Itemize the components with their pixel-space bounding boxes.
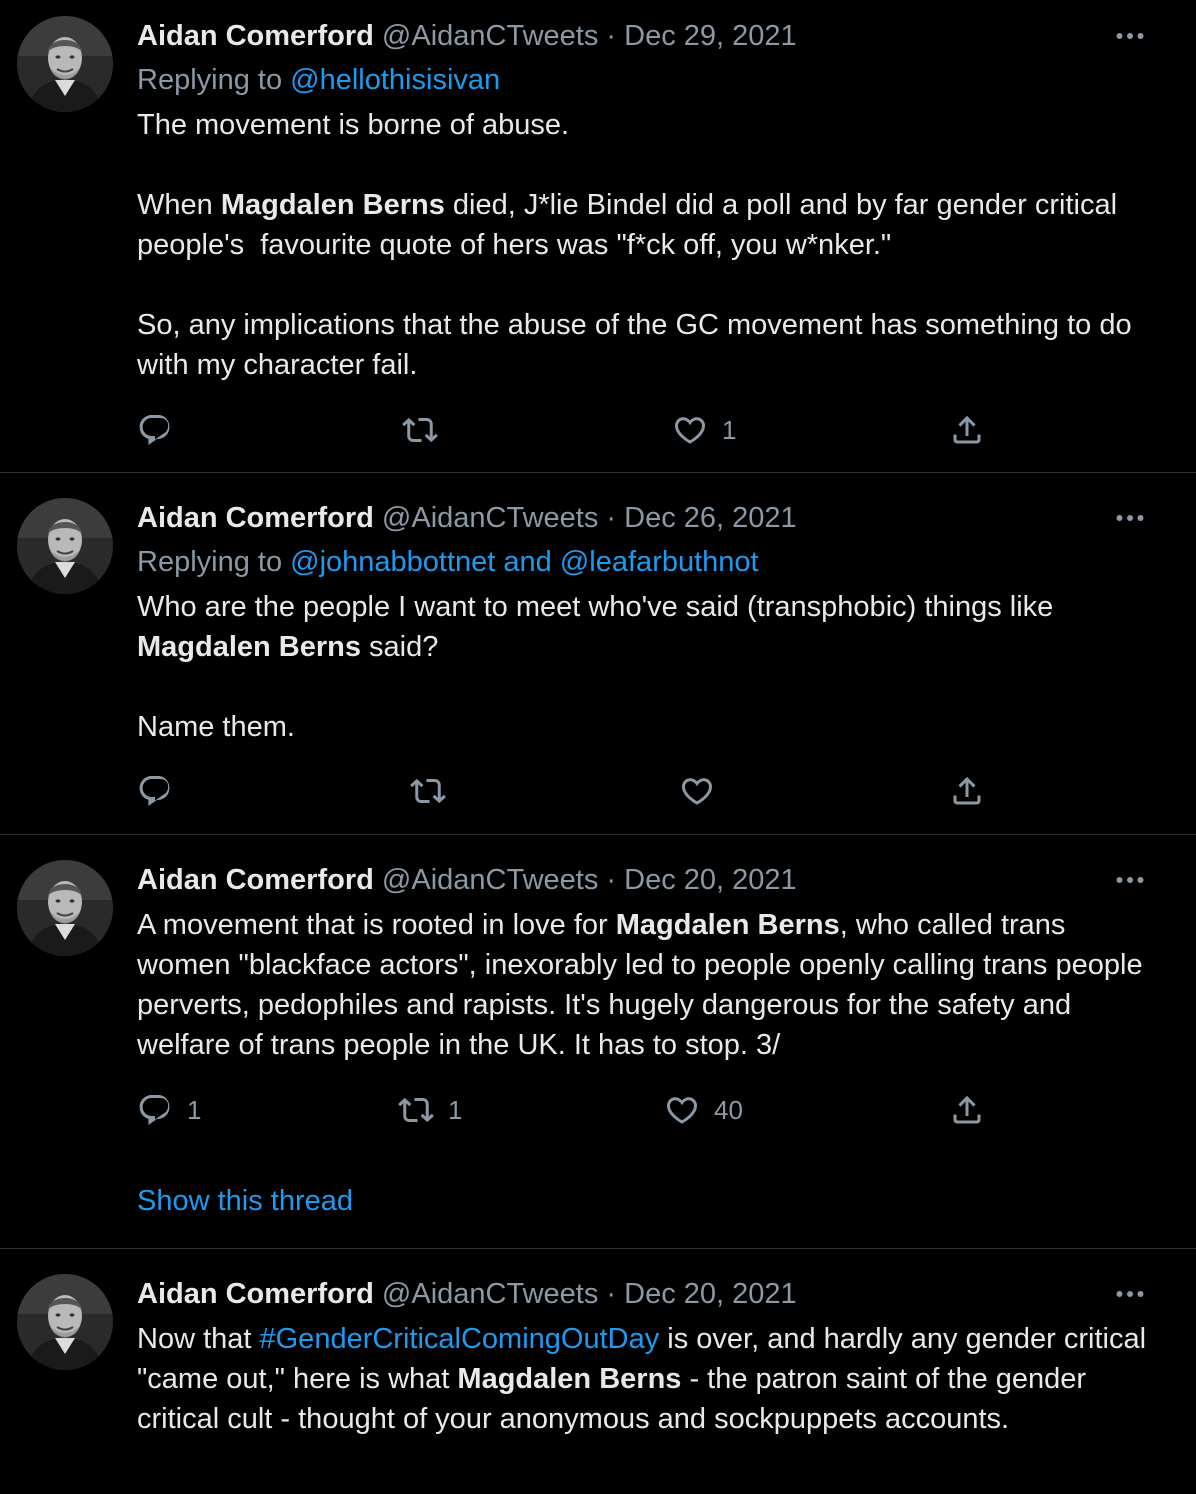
tweet-text — [137, 587, 1157, 667]
replying-to — [137, 542, 759, 582]
avatar[interactable] — [17, 16, 113, 112]
like-button[interactable] — [679, 771, 729, 811]
reply-icon — [137, 1092, 173, 1128]
tweet-text — [137, 707, 1157, 747]
retweet-count: 1 — [448, 1094, 463, 1125]
author-name[interactable]: Aidan Comerford — [137, 502, 374, 534]
author-handle[interactable]: @AidanCTweets — [381, 1278, 599, 1310]
tweet-text-segment: Who are the people I want to meet who've said (transphobic) things like — [137, 591, 1062, 623]
reply-button[interactable] — [137, 1090, 201, 1130]
avatar[interactable] — [17, 1274, 113, 1370]
separator-dot: · — [606, 864, 617, 896]
tweet-text-segment: When — [137, 189, 221, 221]
replying-prefix: Replying to — [137, 546, 291, 578]
more-icon[interactable] — [1112, 862, 1148, 898]
tweet-text-segment: - the patron saint of the gender critical cult - thought of your anonymous and sockpuppets accounts. — [137, 1363, 1095, 1435]
share-icon — [949, 1092, 985, 1128]
separator-dot: · — [606, 20, 617, 52]
author-handle[interactable]: @AidanCTweets — [381, 20, 599, 52]
highlighted-term: Magdalen Berns — [220, 189, 445, 221]
tweet-text-segment: said? — [361, 631, 439, 663]
avatar[interactable] — [17, 860, 113, 956]
highlighted-term: Magdalen Berns — [137, 631, 361, 663]
retweet-button[interactable] — [410, 771, 460, 811]
author-handle[interactable]: @AidanCTweets — [381, 502, 599, 534]
tweet-date[interactable]: Dec 20, 2021 — [624, 1278, 797, 1310]
share-button[interactable] — [949, 410, 985, 450]
tweet-date[interactable]: Dec 20, 2021 — [624, 864, 797, 896]
tweet-header — [137, 1274, 797, 1314]
retweet-icon — [398, 1092, 434, 1128]
tweet-text-segment: died, J*lie Bindel did a poll and by far gender critical people's favourite quote of hers was "f*ck off, you w*nker." — [137, 189, 1126, 261]
tweet-date[interactable]: Dec 26, 2021 — [624, 502, 797, 534]
more-icon[interactable] — [1112, 1276, 1148, 1312]
tweet-text — [137, 185, 1157, 265]
like-button[interactable] — [664, 1090, 743, 1130]
share-icon — [949, 412, 985, 448]
like-count: 1 — [722, 414, 737, 445]
more-icon[interactable] — [1112, 500, 1148, 536]
highlighted-term: Magdalen Berns — [457, 1363, 682, 1395]
replying-prefix: Replying to — [137, 64, 291, 96]
reply-icon — [137, 412, 173, 448]
tweet-text — [137, 905, 1157, 1065]
reply-count: 1 — [187, 1094, 202, 1125]
tweet-1[interactable] — [0, 0, 1196, 473]
tweet-header — [137, 16, 797, 56]
author-name[interactable]: Aidan Comerford — [137, 864, 374, 896]
tweet-text — [137, 1319, 1157, 1439]
author-handle[interactable]: @AidanCTweets — [381, 864, 599, 896]
tweet-text-segment: is over, and hardly any gender critical "came out," here is what — [137, 1323, 1155, 1395]
reply-button[interactable] — [137, 410, 187, 450]
tweet-paragraph: The movement is borne of abuse. — [137, 109, 570, 141]
tweet-header — [137, 860, 797, 900]
tweet-text — [137, 105, 1157, 145]
tweet-date[interactable]: Dec 29, 2021 — [624, 20, 797, 52]
reply-icon — [137, 773, 173, 809]
separator-dot: · — [606, 502, 617, 534]
highlighted-term: Magdalen Berns — [615, 909, 840, 941]
tweet-text-segment: , who called trans women "blackface actors", inexorably led to people openly calling trans people perverts, pedophiles and rapists. It's hugely dangerous for the safety and welfare of trans people in the UK. It has to stop. 3/ — [137, 909, 1151, 1061]
tweet-text — [137, 305, 1157, 385]
author-name[interactable]: Aidan Comerford — [137, 1278, 374, 1310]
tweet-text-segment: Now that — [137, 1323, 260, 1355]
reply-button[interactable] — [137, 771, 187, 811]
like-count: 40 — [714, 1094, 743, 1125]
mention-link[interactable]: @hellothisisivan — [290, 64, 501, 96]
tweet-3[interactable] — [0, 835, 1196, 1249]
tweet-paragraph: Name them. — [137, 711, 295, 743]
like-icon — [672, 412, 708, 448]
mention-link[interactable]: @johnabbottnet and @leafarbuthnot — [290, 546, 759, 578]
separator-dot: · — [606, 1278, 617, 1310]
hashtag-link[interactable]: #GenderCriticalComingOutDay — [259, 1323, 660, 1355]
share-icon — [949, 773, 985, 809]
like-icon — [664, 1092, 700, 1128]
tweet-4[interactable] — [0, 1249, 1196, 1494]
replying-to — [137, 60, 500, 100]
tweet-paragraph: So, any implications that the abuse of the GC movement has something to do with my character fail. — [137, 309, 1140, 381]
like-icon — [679, 773, 715, 809]
share-button[interactable] — [949, 771, 985, 811]
like-button[interactable] — [672, 410, 736, 450]
share-button[interactable] — [949, 1090, 985, 1130]
retweet-icon — [402, 412, 438, 448]
more-icon[interactable] — [1112, 18, 1148, 54]
retweet-button[interactable] — [402, 410, 452, 450]
tweet-header — [137, 498, 797, 538]
avatar[interactable] — [17, 498, 113, 594]
tweet-text-segment: A movement that is rooted in love for — [137, 909, 616, 941]
tweet-2[interactable] — [0, 473, 1196, 835]
retweet-button[interactable] — [398, 1090, 462, 1130]
author-name[interactable]: Aidan Comerford — [137, 20, 374, 52]
retweet-icon — [410, 773, 446, 809]
show-thread-link[interactable]: Show this thread — [137, 1185, 354, 1217]
